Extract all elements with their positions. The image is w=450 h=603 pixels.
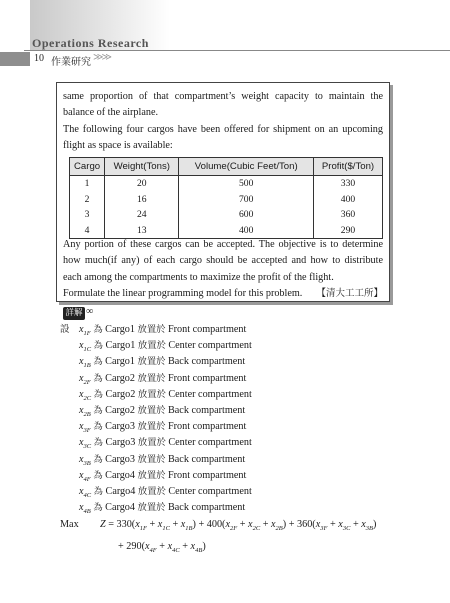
page-number-strip [0, 52, 30, 66]
compartment-name: Back compartment [167, 356, 246, 368]
compartment-name: Back compartment [167, 502, 246, 514]
table-header-cell: Weight(Tons) [105, 158, 179, 176]
cargo-name: Cargo4 [105, 485, 136, 497]
objective-line-1 [60, 516, 440, 538]
solution-badge: 詳解 [63, 307, 85, 320]
verb-word: 為 [93, 356, 103, 368]
placed-word: 放置於 [137, 421, 166, 433]
table-cell: 400 [314, 192, 383, 208]
variable-symbol: $x_{1F}$ [79, 324, 91, 338]
header-brand: Operations Research [32, 36, 149, 50]
variable-symbol: $x_{3C}$ [79, 437, 92, 451]
compartment-name: Front compartment [167, 421, 247, 433]
variable-symbol: $x_{1C}$ [79, 340, 92, 354]
variable-symbol: $x_{2C}$ [79, 388, 92, 402]
table-cell: 4 [70, 223, 105, 239]
placed-word: 放置於 [137, 404, 166, 416]
table-cell: 13 [105, 223, 179, 239]
compartment-name: Center compartment [168, 437, 252, 449]
compartment-name: Front compartment [167, 324, 247, 335]
variable-row [60, 435, 440, 451]
table-header-cell: Volume(Cubic Feet/Ton) [179, 158, 314, 176]
variable-row [60, 403, 440, 419]
verb-word: 為 [93, 485, 103, 497]
cargo-name: Cargo3 [105, 437, 136, 449]
placed-word: 放置於 [137, 502, 166, 514]
problem-paragraph-3: Any portion of these cargos can be accepted. The objective is to determine how much(if any) of each cargo should be accepted and how to distribute each among the compartments to maximize the profit of the flight. [63, 239, 383, 283]
table-cell: 400 [179, 223, 314, 239]
variable-subscript: 2F [83, 378, 91, 386]
compartment-name: Back compartment [167, 404, 246, 416]
placed-word: 放置於 [137, 485, 166, 497]
placed-word: 放置於 [137, 356, 166, 368]
compartment-name: Center compartment [168, 485, 252, 497]
variable-subscript: 3B [83, 459, 91, 467]
table-cell: 1 [70, 176, 105, 192]
objective-function [60, 516, 440, 560]
problem-task: Formulate the linear programming model for this problem. [63, 288, 303, 300]
verb-word: 為 [93, 469, 103, 481]
placed-word: 放置於 [137, 340, 166, 352]
variable-subscript: 3F [83, 427, 91, 435]
table-cell: 290 [314, 223, 383, 239]
table-row [70, 192, 383, 208]
variable-subscript: 4B [83, 508, 91, 516]
compartment-name: Center compartment [168, 340, 252, 352]
header-rule [24, 50, 450, 51]
chapter-title: 作業研究 [51, 57, 91, 68]
variable-symbol: $x_{3B}$ [79, 453, 91, 467]
table-row [70, 176, 383, 192]
variable-definitions [60, 322, 440, 516]
cargo-name: Cargo4 [105, 502, 135, 514]
variable-subscript: 4C [83, 491, 92, 499]
cargo-table [69, 157, 383, 239]
variable-symbol: $x_{4B}$ [79, 502, 91, 516]
verb-word: 為 [93, 453, 103, 465]
table-cell: 20 [105, 176, 179, 192]
placed-word: 放置於 [137, 453, 166, 465]
cargo-name: Cargo2 [105, 372, 135, 384]
problem-text-top [63, 89, 383, 155]
variable-subscript: 2C [83, 394, 92, 402]
variable-row [60, 452, 440, 468]
placed-word: 放置於 [137, 324, 166, 335]
source-tag: 【清大工工所】 [316, 288, 383, 300]
verb-word: 為 [93, 324, 103, 335]
verb-word: 為 [93, 421, 103, 433]
variable-row [60, 468, 440, 484]
verb-word: 為 [93, 372, 103, 384]
compartment-name: Front compartment [167, 372, 247, 384]
cargo-name: Cargo3 [105, 421, 135, 433]
table-cell: 700 [179, 192, 314, 208]
verb-word: 為 [93, 340, 103, 352]
table-cell: 24 [105, 207, 179, 223]
objective-label: Max [60, 519, 79, 530]
variable-row [60, 387, 440, 403]
problem-box [56, 82, 390, 302]
page-header [0, 0, 450, 68]
table-header-row [70, 158, 383, 176]
variable-subscript: 1F [83, 330, 91, 338]
variable-symbol: $x_{1B}$ [79, 356, 91, 370]
cargo-name: Cargo2 [105, 388, 136, 400]
cargo-name: Cargo3 [105, 453, 135, 465]
table-cell: 500 [179, 176, 314, 192]
chevron-right-icon: ≫≫ [93, 52, 110, 63]
placed-word: 放置於 [137, 469, 166, 481]
problem-paragraph-1: same proportion of that compartment’s weight capacity to maintain the balance of the airplane. [63, 91, 383, 119]
verb-word: 為 [93, 437, 103, 449]
variable-row [60, 354, 440, 370]
table-row [70, 207, 383, 223]
table-header-cell: Profit($/Ton) [314, 158, 383, 176]
variable-row [60, 500, 440, 516]
variable-subscript: 4F [83, 475, 91, 483]
variable-row [60, 371, 440, 387]
variable-symbol: $x_{3F}$ [79, 421, 91, 435]
verb-word: 為 [93, 404, 103, 416]
compartment-name: Center compartment [168, 388, 252, 400]
variable-symbol: $x_{2B}$ [79, 404, 91, 418]
placed-word: 放置於 [137, 388, 166, 400]
cargo-name: Cargo1 [105, 356, 135, 368]
compartment-name: Front compartment [167, 469, 247, 481]
table-cell: 3 [70, 207, 105, 223]
variable-row [60, 322, 440, 338]
solution-badge-suffix: ∞ [86, 306, 93, 317]
compartment-name: Back compartment [167, 453, 246, 465]
verb-word: 為 [93, 502, 103, 514]
cargo-name: Cargo1 [105, 324, 135, 335]
table-cell: 330 [314, 176, 383, 192]
problem-paragraph-4 [63, 286, 383, 302]
verb-word: 為 [93, 388, 103, 400]
cargo-name: Cargo2 [105, 404, 135, 416]
variable-row [60, 484, 440, 500]
variable-symbol: $x_{2F}$ [79, 372, 91, 386]
placed-word: 放置於 [137, 372, 166, 384]
table-cell: 16 [105, 192, 179, 208]
variable-subscript: 1B [83, 362, 91, 370]
page-number: 10 [34, 53, 44, 64]
problem-paragraph-2: The following four cargos have been offered for shipment on an upcoming flight as space is available: [63, 123, 383, 152]
variable-row [60, 338, 440, 354]
lead-word: 設 [60, 324, 70, 335]
problem-text-bottom [63, 237, 383, 303]
variable-row [60, 419, 440, 435]
table-header-cell: Cargo [70, 158, 105, 176]
table-cell: 600 [179, 207, 314, 223]
variable-subscript: 2B [83, 410, 91, 418]
variable-symbol: $x_{4F}$ [79, 469, 91, 483]
table-cell: 2 [70, 192, 105, 208]
variable-symbol: $x_{4C}$ [79, 485, 92, 499]
cargo-name: Cargo1 [105, 340, 136, 352]
table-cell: 360 [314, 207, 383, 223]
cargo-name: Cargo4 [105, 469, 135, 481]
placed-word: 放置於 [137, 437, 166, 449]
objective-expression-1: $Z = 330(x_{1F} + x_{1C} + x_{1B}) + 400(x_{2F} + x_{2C} + x_{2B}) + 360(x_{3F} + x_{3C} + x_{3B})$ [100, 519, 377, 533]
variable-subscript: 3C [83, 443, 92, 451]
objective-line-2: + $290(x_{4F} + x_{4C} + x_{4B})$ [118, 541, 206, 555]
variable-subscript: 1C [83, 346, 92, 354]
